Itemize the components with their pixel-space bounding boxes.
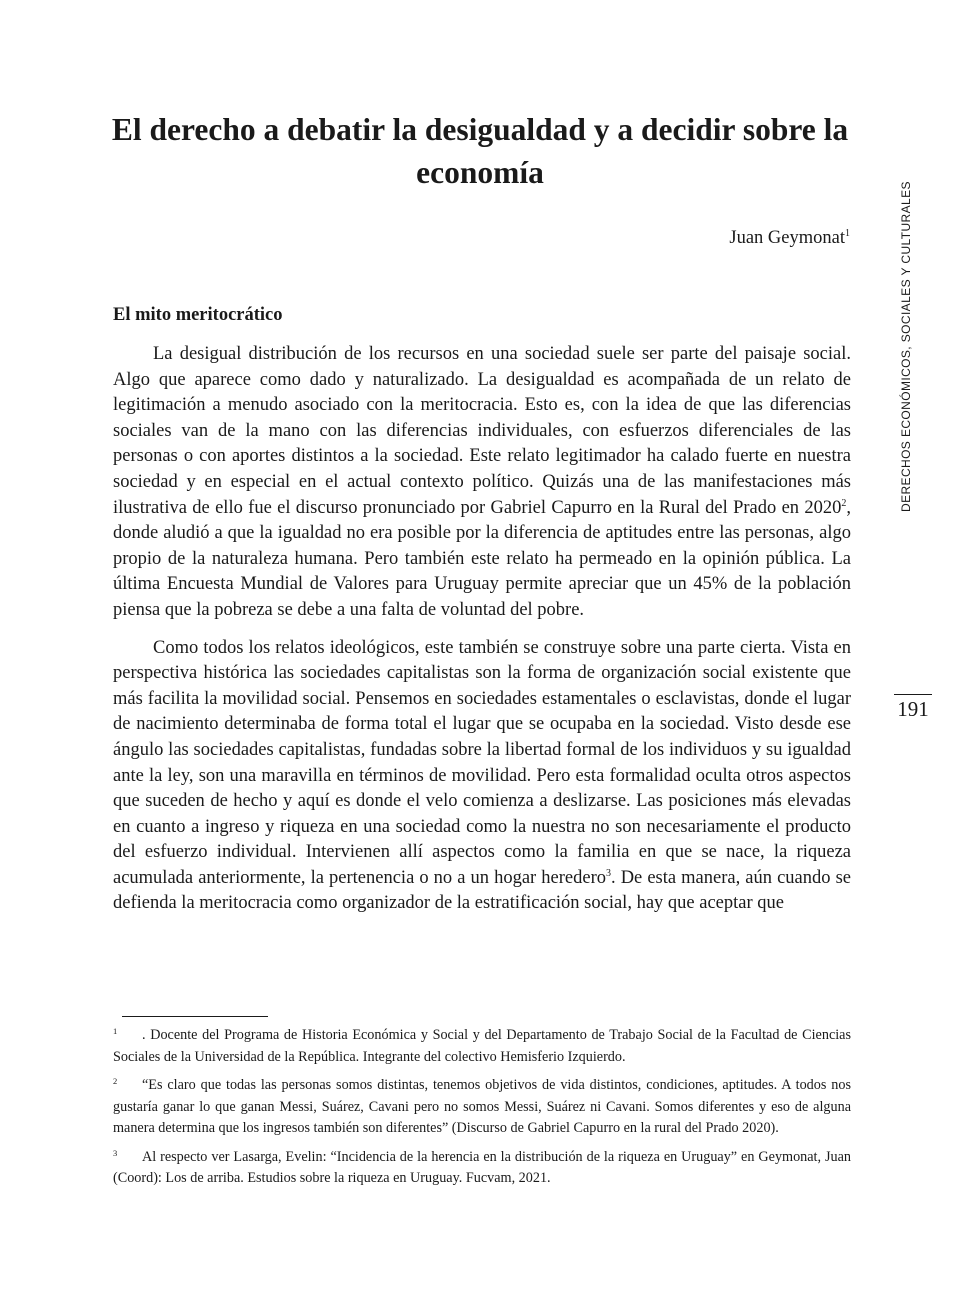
section-heading: El mito meritocrático (113, 305, 283, 325)
footnote-number: 1 (113, 1026, 118, 1036)
paragraph-2-text-b: . De esta manera, aún cuando se defienda la meritocracia como organizador de la estratificación social, hay que aceptar que (113, 867, 851, 914)
section-side-label: DERECHOS ECONÓMICOS, SOCIALES Y CULTURALES (899, 181, 913, 512)
author-line (729, 228, 850, 249)
footnotes (113, 1021, 851, 1193)
footnote-ref-3: 3 (606, 867, 611, 879)
footnote-ref-2: 2 (841, 497, 847, 509)
footnote-ref-1: 1 (845, 228, 850, 239)
page-number-rule (894, 694, 932, 695)
footnote-number: 2 (113, 1076, 118, 1086)
author-name: Juan Geymonat (729, 228, 845, 249)
paragraph-1-text-b: , donde aludió a que la igualdad no era posible por la diferencia de aptitudes entre las personas, algo propio de la naturaleza humana. Pero también este relato ha permeado en la opinión pública. La última Encuesta Mundial de Valores para Uruguay permite apreciar que un 45% de la población piensa que la pobreza se debe a una falta de voluntad del pobre. (113, 497, 851, 620)
footnote-text: Al respecto ver Lasarga, Evelin: “Incidencia de la herencia en la distribución de la riqueza en Uruguay” en Geymonat, Juan (Coord): Los de arriba. Estudios sobre la riqueza en Uruguay. Fucvam, 2021. (113, 1148, 851, 1186)
footnote-text: “Es claro que todas las personas somos distintas, tenemos objetivos de vida distintos, condiciones, aptitudes. A todos nos gustaría ganar lo que ganan Messi, Suárez, Cavani pero no somos Messi, Suárez ni Cavani. Somos diferentes y eso de alguna manera determina que los ingresos también son diferentes” (Discurso de Gabriel Capurro en la rural del Prado 2020). (113, 1077, 851, 1136)
footnote-1 (113, 1021, 851, 1068)
footnote-number: 3 (113, 1147, 118, 1158)
body-text (113, 342, 851, 929)
footnote-divider (122, 1016, 268, 1017)
footnote-text: . Docente del Programa de Historia Económica y Social y del Departamento de Trabajo Social de la Facultad de Ciencias Sociales de la Universidad de la República. Integrante del colectivo Hemisferio Izquierdo. (113, 1027, 851, 1065)
paragraph-1 (113, 342, 851, 624)
article-title: El derecho a debatir la desigualdad y a decidir sobre la economía (111, 112, 849, 190)
footnote-2 (113, 1071, 851, 1140)
page-number: 191 (897, 697, 929, 721)
paragraph-1-text-a: La desigual distribución de los recursos en una sociedad suele ser parte del paisaje social. Algo que aparece como dado y naturalizado. La desigualdad es acompañada de un relato de legitimación a menudo asociado con la meritocracia. Esto es, con la idea de que las diferencias sociales van de la mano con las diferencias individuales, con esfuerzos diferenciales de las personas o con aportes distintos a la sociedad. Este relato legitimador ha calado fuerte en nuestra sociedad y en especial en el actual contexto político. Quizás una de las manifestaciones más ilustrativa de ello fue el discurso pronunciado por Gabriel Capurro en la Rural del Prado en 2020 (113, 344, 851, 518)
paragraph-2-text-a: Como todos los relatos ideológicos, este también se construye sobre una parte cierta. Vista en perspectiva histórica las sociedades capitalistas son la forma de organización social existente que más facilita la movilidad social. Pensemos en sociedades estamentales o esclavistas, donde el lugar de nacimiento determinaba de forma total el lugar que se ocupaba en la sociedad. Visto desde ese ángulo las sociedades capitalistas, fundadas sobre la libertad formal de los individuos y su igualdad ante la ley, son una maravilla en términos de movilidad. Pero esta formalidad oculta otros aspectos que suceden de hecho y aquí es donde el velo comienza a deslizarse. Las posiciones más elevadas en cuanto a ingreso y riqueza en una sociedad como la nuestra no son necesariamente el producto del esfuerzo individual. Intervienen allí aspectos como la familia en que se nace, la riqueza acumulada anteriormente, la pertenencia o no a un hogar heredero (113, 637, 851, 888)
footnote-3 (113, 1143, 851, 1190)
paragraph-2 (113, 636, 851, 918)
